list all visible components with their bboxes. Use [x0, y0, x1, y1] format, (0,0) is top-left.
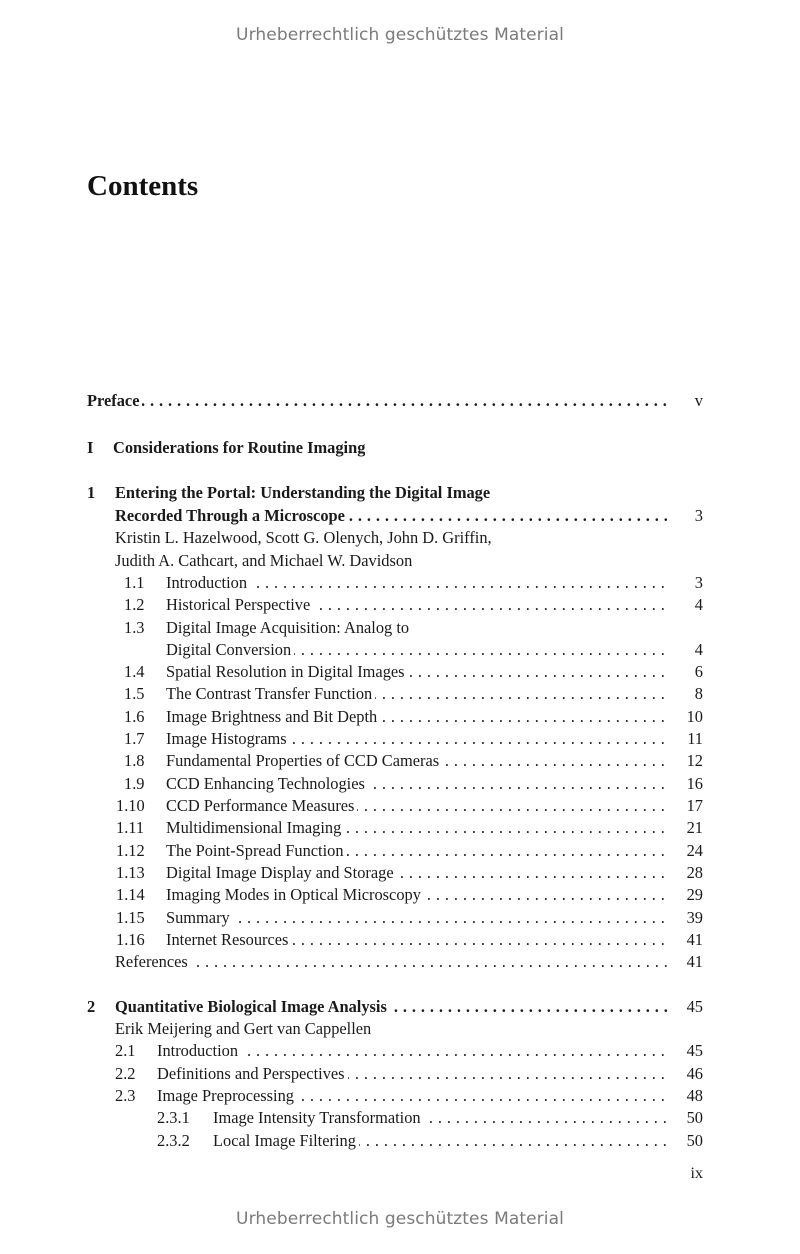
toc-section[interactable]	[87, 750, 703, 772]
toc-entry-page: 24	[686, 841, 703, 860]
section-title: Introduction	[157, 1041, 241, 1060]
toc-entry-page: 45	[686, 1041, 703, 1060]
toc-entry-page: 4	[694, 640, 703, 659]
section-title: Multidimensional Imaging	[166, 818, 344, 837]
chapter-authors	[87, 527, 703, 549]
toc-chapter-1-title-line2[interactable]	[87, 505, 703, 527]
toc-section[interactable]	[87, 572, 703, 594]
section-number: 1.9	[124, 774, 145, 793]
section-title: Spatial Resolution in Digital Images	[166, 662, 408, 681]
toc-entry-page: 29	[686, 885, 703, 904]
subsection-number: 2.3.2	[157, 1131, 190, 1150]
page-title: Contents	[87, 170, 199, 202]
section-title: Internet Resources	[166, 930, 291, 949]
toc-entry-preface[interactable]	[87, 390, 703, 412]
toc-entry-page: 41	[686, 952, 703, 971]
section-number: 1.12	[116, 841, 145, 860]
section-title-cont: Digital Conversion	[166, 640, 294, 659]
section-number: 1.14	[116, 885, 145, 904]
section-number: 1.3	[124, 618, 145, 637]
section-number: 1.2	[124, 595, 145, 614]
toc-subsection[interactable]	[87, 1107, 703, 1129]
chapter-title-cont: Recorded Through a Microscope	[115, 506, 348, 525]
part-title: Considerations for Routine Imaging	[113, 438, 366, 457]
toc-chapter-2-title[interactable]	[87, 996, 703, 1018]
references-label: References	[115, 952, 191, 971]
section-title: Image Histograms	[166, 729, 290, 748]
toc-section[interactable]	[87, 683, 703, 705]
authors-line: Kristin L. Hazelwood, Scott G. Olenych, John D. Griffin,	[115, 528, 492, 547]
toc-section[interactable]	[87, 795, 703, 817]
page-number: ix	[690, 1165, 703, 1182]
section-title: The Point-Spread Function	[166, 841, 347, 860]
toc-subsection[interactable]	[87, 1130, 703, 1152]
toc-references[interactable]	[87, 951, 703, 973]
authors-line: Erik Meijering and Gert van Cappellen	[115, 1019, 372, 1038]
toc-section[interactable]	[87, 1085, 703, 1107]
toc-entry-page: 12	[686, 751, 703, 770]
subsection-number: 2.3.1	[157, 1108, 190, 1127]
toc-section[interactable]	[87, 840, 703, 862]
section-number: 1.6	[124, 707, 145, 726]
section-title: Digital Image Acquisition: Analog to	[166, 618, 410, 637]
toc-entry-page: 8	[694, 684, 703, 703]
subsection-title: Local Image Filtering	[213, 1131, 359, 1150]
part-number: I	[87, 438, 94, 457]
chapter-number: 1	[87, 483, 96, 502]
section-number: 1.10	[116, 796, 145, 815]
toc-entry-page: 48	[686, 1086, 703, 1105]
toc-entry-page: 4	[694, 595, 703, 614]
toc-section[interactable]	[87, 862, 703, 884]
section-number: 1.13	[116, 863, 145, 882]
toc-part-heading	[87, 437, 703, 459]
toc-section[interactable]	[87, 907, 703, 929]
toc-chapter-1-title-line1[interactable]	[87, 482, 703, 504]
section-number: 2.2	[115, 1064, 136, 1083]
toc-entry-page: 11	[687, 729, 703, 748]
toc-section[interactable]	[87, 594, 703, 616]
toc-entry-page: 50	[686, 1108, 703, 1127]
section-number: 1.5	[124, 684, 145, 703]
section-number: 2.3	[115, 1086, 136, 1105]
chapter-authors	[87, 550, 703, 572]
chapter-number: 2	[87, 997, 96, 1016]
toc-entry-page: 16	[686, 774, 703, 793]
toc-entry-page: v	[694, 391, 703, 410]
toc-section[interactable]	[87, 706, 703, 728]
toc-section[interactable]	[87, 884, 703, 906]
section-title: CCD Enhancing Technologies	[166, 774, 368, 793]
toc-entry-page: 3	[694, 573, 703, 592]
toc-entry-page: 41	[686, 930, 703, 949]
section-title: The Contrast Transfer Function	[166, 684, 375, 703]
copyright-watermark-bottom: Urheberrechtlich geschütztes Material	[236, 1209, 564, 1229]
section-number: 1.7	[124, 729, 145, 748]
toc-section[interactable]	[87, 1063, 703, 1085]
section-number: 1.4	[124, 662, 145, 681]
toc-section[interactable]	[87, 817, 703, 839]
toc-entry-page: 17	[686, 796, 703, 815]
chapter-title: Entering the Portal: Understanding the Digital Image	[115, 483, 491, 502]
section-title: Definitions and Perspectives	[157, 1064, 348, 1083]
subsection-title: Image Intensity Transformation	[213, 1108, 424, 1127]
toc-entry-page: 28	[686, 863, 703, 882]
section-title: Image Preprocessing	[157, 1086, 297, 1105]
section-title: Summary	[166, 908, 233, 927]
toc-entry-page: 21	[686, 818, 703, 837]
toc-section-cont[interactable]	[87, 639, 703, 661]
section-number: 1.11	[116, 818, 145, 837]
section-number: 1.8	[124, 751, 145, 770]
section-number: 2.1	[115, 1041, 136, 1060]
chapter-authors	[87, 1018, 703, 1040]
section-title: CCD Performance Measures	[166, 796, 357, 815]
section-title: Imaging Modes in Optical Microscopy	[166, 885, 424, 904]
toc-entry-page: 45	[686, 997, 703, 1016]
toc-entry-page: 46	[686, 1064, 703, 1083]
chapter-title: Quantitative Biological Image Analysis	[115, 997, 390, 1016]
toc-section[interactable]	[87, 617, 703, 639]
toc-section[interactable]	[87, 661, 703, 683]
section-title: Digital Image Display and Storage	[166, 863, 397, 882]
toc-entry-page: 50	[686, 1131, 703, 1150]
section-number: 1.1	[124, 573, 145, 592]
toc-section[interactable]	[87, 773, 703, 795]
toc-section[interactable]	[87, 929, 703, 951]
section-title: Introduction	[166, 573, 250, 592]
section-title: Image Brightness and Bit Depth	[166, 707, 380, 726]
section-title: Fundamental Properties of CCD Cameras	[166, 751, 442, 770]
toc-entry-page: 10	[686, 707, 703, 726]
toc-entry-page: 6	[694, 662, 703, 681]
toc-entry-page: 3	[694, 506, 703, 525]
toc-entry-page: 39	[686, 908, 703, 927]
toc-entry-title: Preface	[87, 391, 142, 410]
toc-section[interactable]	[87, 728, 703, 750]
copyright-watermark-top: Urheberrechtlich geschütztes Material	[236, 25, 564, 45]
section-title: Historical Perspective	[166, 595, 313, 614]
section-number: 1.16	[116, 930, 145, 949]
toc-section[interactable]	[87, 1040, 703, 1062]
section-number: 1.15	[116, 908, 145, 927]
authors-line: Judith A. Cathcart, and Michael W. Davidson	[115, 551, 413, 570]
